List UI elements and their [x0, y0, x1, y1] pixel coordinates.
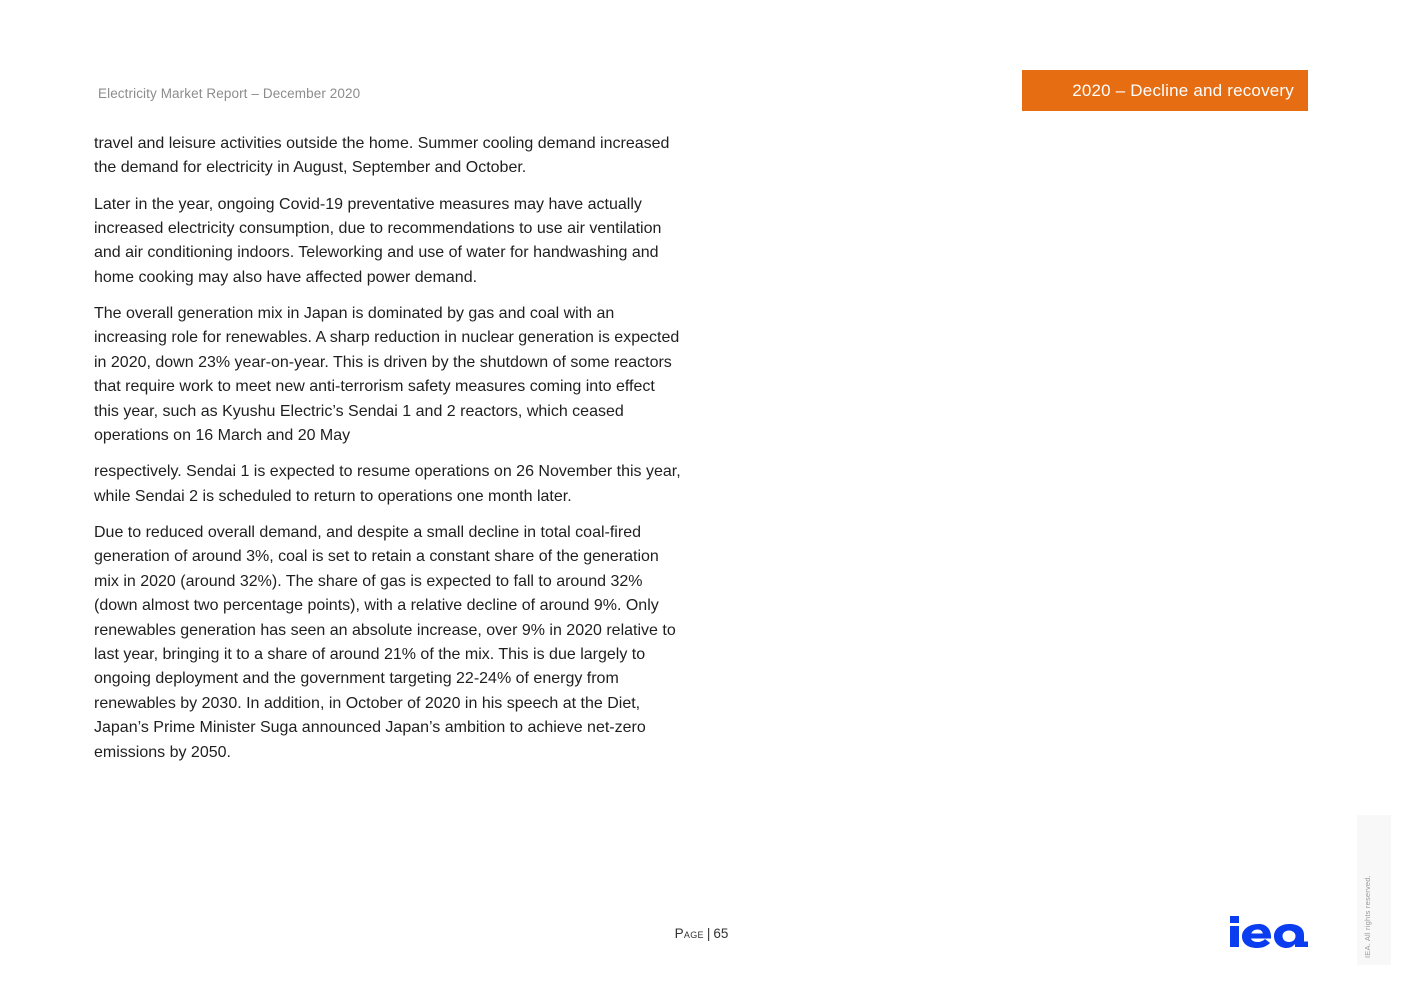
body-text	[94, 132, 684, 777]
paragraph: Later in the year, ongoing Covid-19 preventative measures may have actually increased electricity consumption, due to recommendations to use air ventilation and air conditioning indoors. Teleworking and use of water for handwashing and home cooking may also have affected power demand.	[94, 195, 662, 286]
page-label: Page	[674, 926, 704, 941]
paragraph: respectively. Sendai 1 is expected to resume operations on 26 November this year, while Sendai 2 is scheduled to return to operations one month later.	[94, 463, 681, 505]
rights-notice: IEA. All rights reserved.	[1363, 875, 1372, 958]
page-number-value: 65	[713, 926, 729, 941]
page-separator: |	[706, 926, 711, 941]
page-number	[0, 926, 1403, 941]
section-tab-label: 2020 – Decline and recovery	[1072, 80, 1294, 100]
paragraph: travel and leisure activities outside the home. Summer cooling demand increased the demand for electricity in August, September and October.	[94, 135, 670, 177]
paragraph: The overall generation mix in Japan is dominated by gas and coal with an increasing role for renewables. A sharp reduction in nuclear generation is expected in 2020, down 23% year-on-year. This is driven by the shutdown of some reactors that require work to meet new anti-terrorism safety measures coming into effect this year, such as Kyushu Electric’s Sendai 1 and 2 reactors, which ceased operations on 16 March and 20 May	[94, 305, 680, 445]
iea-logo	[1229, 912, 1309, 950]
paragraph: Due to reduced overall demand, and despite a small decline in total coal-fired generation of around 3%, coal is set to retain a constant share of the generation mix in 2020 (around 32%). The share of gas is expected to fall to around 32% (down almost two percentage points), with a relative decline of around 9%. Only renewables generation has seen an absolute increase, over 9% in 2020 relative to last year, bringing it to a share of around 21% of the mix. This is due largely to ongoing deployment and the government targeting 22-24% of energy from renewables by 2030. In addition, in October of 2020 in his speech at the Diet, Japan’s Prime Minister Suga announced Japan’s ambition to achieve net-zero emissions by 2050.	[94, 523, 676, 761]
report-title: Electricity Market Report – December 2020	[98, 86, 361, 101]
section-tab	[1022, 70, 1308, 111]
